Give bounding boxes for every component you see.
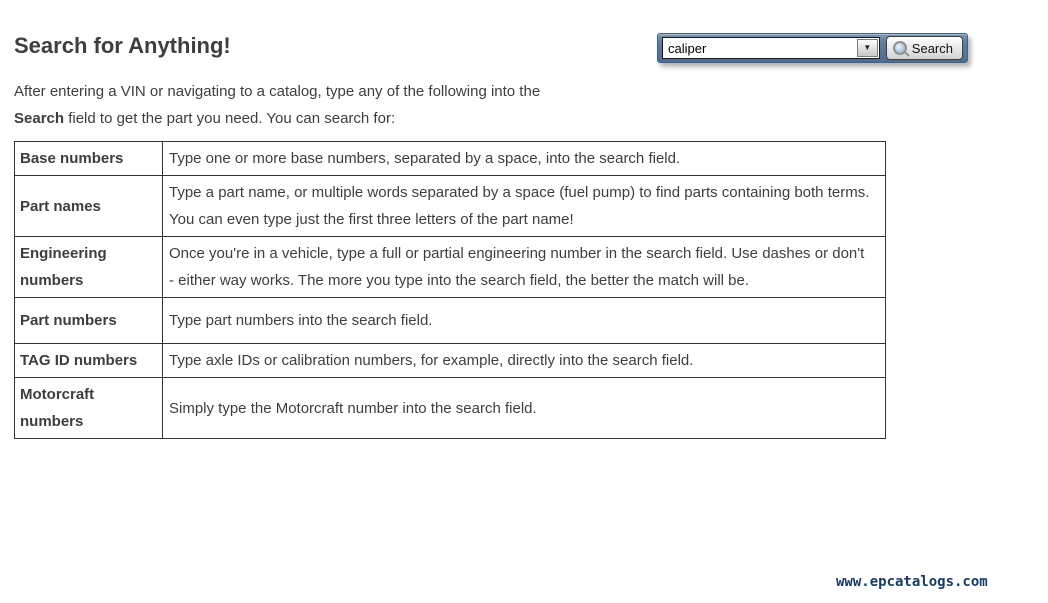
search-types-table [14, 141, 886, 439]
description-cell: Type part numbers into the search field. [163, 298, 886, 344]
search-combobox [662, 37, 880, 59]
table-row [15, 378, 886, 439]
description-cell: Once you're in a vehicle, type a full or partial engineering number in the search field. Use dashes or don't - either way works. The more you type into the search field, the better the match will be. [163, 237, 886, 298]
table-body [15, 142, 886, 439]
table-row [15, 176, 886, 237]
table-row [15, 298, 886, 344]
watermark-link[interactable]: www.epcatalogs.com [836, 574, 988, 590]
table-row [15, 344, 886, 378]
intro-text [14, 78, 894, 132]
description-cell: Type one or more base numbers, separated by a space, into the search field. [163, 142, 886, 176]
intro-line2: field to get the part you need. You can search for: [64, 110, 396, 127]
combo-dropdown-button[interactable] [857, 39, 878, 57]
search-button-label: Search [911, 40, 953, 56]
term-cell: TAG ID numbers [15, 344, 163, 378]
term-cell: Part numbers [15, 298, 163, 344]
table-row [15, 142, 886, 176]
magnifier-icon [893, 41, 907, 55]
table-row [15, 237, 886, 298]
page-title: Search for Anything! [14, 33, 231, 58]
search-widget [657, 33, 968, 63]
search-input[interactable] [663, 38, 856, 58]
term-cell: Base numbers [15, 142, 163, 176]
chevron-down-icon: ▼ [863, 43, 872, 52]
term-cell: Part names [15, 176, 163, 237]
intro-line1: After entering a VIN or navigating to a catalog, type any of the following into the [14, 83, 541, 100]
term-cell: Motorcraft numbers [15, 378, 163, 439]
search-button[interactable] [886, 36, 963, 60]
help-page-content [14, 0, 894, 439]
description-cell: Type axle IDs or calibration numbers, for example, directly into the search field. [163, 344, 886, 378]
description-cell: Simply type the Motorcraft number into the search field. [163, 378, 886, 439]
intro-search-word: Search [14, 110, 65, 127]
term-cell: Engineering numbers [15, 237, 163, 298]
description-cell: Type a part name, or multiple words separated by a space (fuel pump) to find parts containing both terms. You can even type just the first three letters of the part name! [163, 176, 886, 237]
